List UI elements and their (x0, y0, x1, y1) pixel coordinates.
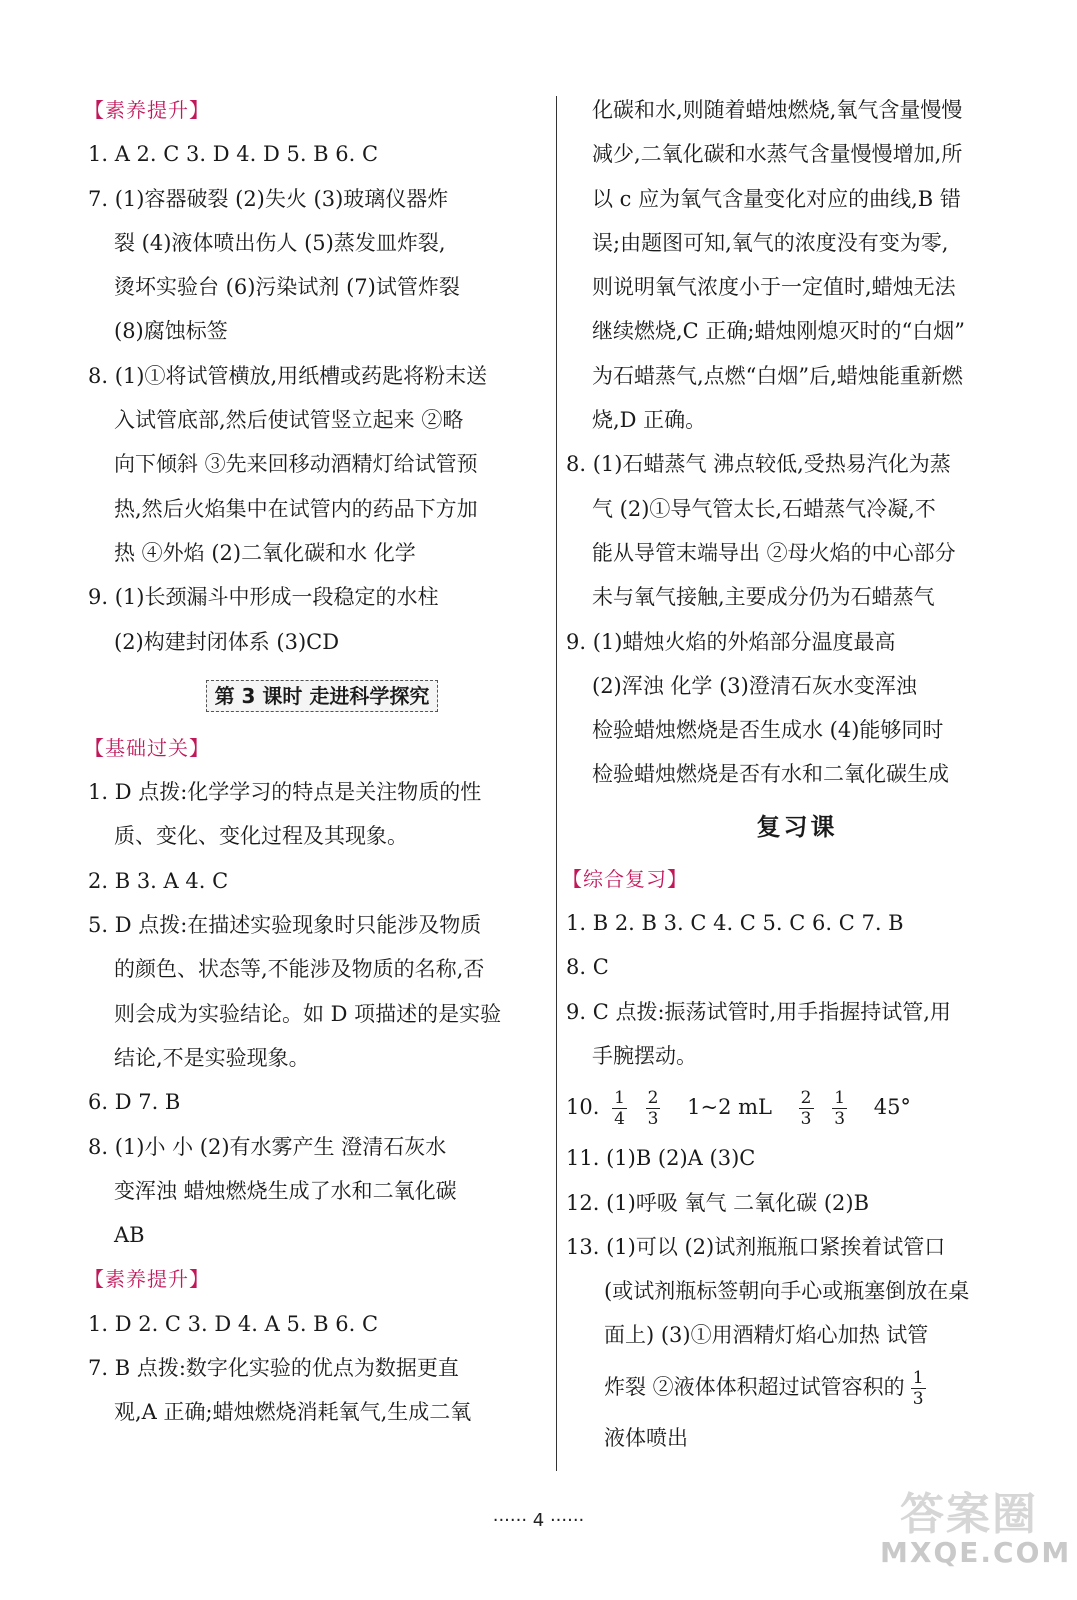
answer-line: 变浑浊 蜡烛燃烧生成了水和二氧化碳 (114, 1178, 457, 1203)
fraction: $\frac{1}{4}$ (614, 1088, 625, 1130)
answer-line: 7. (1)容器破裂 (2)失火 (3)玻璃仪器炸 (88, 186, 449, 211)
answer-line: 烧,D 正确。 (592, 408, 707, 433)
answer-line: 9. (1)蜡烛火焰的外焰部分温度最高 (566, 629, 896, 654)
answer-line: 1. D 点拨:化学学习的特点是关注物质的性 (88, 780, 482, 805)
fraction: $\frac{2}{3}$ (647, 1088, 659, 1130)
watermark-text-top: 答案圈 (900, 1489, 1038, 1540)
answer-line-q10 (566, 1078, 1028, 1136)
answer-line: (2)构建封闭体系 (3)CD (114, 629, 340, 654)
answer-line: 热 ④外焰 (2)二氧化碳和水 化学 (114, 540, 416, 565)
fraction: $\frac{2}{3}$ (800, 1088, 812, 1130)
answer-line: 化碳和水,则随着蜡烛燃烧,氧气含量慢慢 (592, 98, 963, 122)
answer-line: 8. (1)石蜡蒸气 沸点较低,受热易汽化为蒸 (566, 452, 951, 477)
answer-line: 继续燃烧,C 正确;蜡烛刚熄灭时的“白烟” (592, 319, 965, 344)
answer-line: 向下倾斜 ③先来回移动酒精灯给试管预 (114, 452, 478, 477)
answer-line: 以 c 应为氧气含量变化对应的曲线,B 错 (592, 186, 961, 211)
section-heading: 【基础过关】 (84, 735, 210, 760)
page-number: ······ 4 ······ (492, 1510, 585, 1531)
watermark-text-bottom: MXQE.COM (880, 1536, 1072, 1569)
answer-line: AB (114, 1223, 145, 1248)
answer-line: 8. (1)①将试管横放,用纸槽或药匙将粉末送 (88, 363, 488, 388)
answer-line: 热,然后火焰集中在试管内的药品下方加 (114, 496, 478, 521)
answer-line: 检验蜡烛燃烧是否生成水 (4)能够同时 (592, 718, 944, 743)
right-column (562, 88, 1028, 1460)
answer-line: 误;由题图可知,氧气的浓度没有变为零, (592, 230, 949, 255)
answer-line: 则说明氧气浓度小于一定值时,蜡烛无法 (592, 275, 956, 300)
answer-line: 能从导管末端导出 ②母火焰的中心部分 (592, 540, 956, 565)
fraction: $\frac{1}{3}$ (912, 1367, 924, 1409)
answer-line: 液体喷出 (604, 1425, 688, 1450)
answer-line: 手腕摆动。 (592, 1043, 697, 1068)
answer-line: 12. (1)呼吸 氧气 二氧化碳 (2)B (566, 1190, 870, 1215)
answer-line: 质、变化、变化过程及其现象。 (114, 824, 408, 849)
answer-line: 9. C 点拨:振荡试管时,用手指握持试管,用 (566, 999, 951, 1024)
watermark-logo (870, 1478, 1072, 1588)
answer-line: 7. B 点拨:数字化实验的优点为数据更直 (88, 1356, 459, 1381)
left-column (84, 88, 556, 1435)
section-heading: 【素养提升】 (84, 1267, 210, 1292)
review-title: 复习课 (756, 811, 838, 841)
answer-line: 气 (2)①导气管太长,石蜡蒸气冷凝,不 (592, 496, 936, 521)
answer-line: 为石蜡蒸气,点燃“白烟”后,蜡烛能重新燃 (592, 363, 963, 388)
answer-line: 6. D 7. B (88, 1090, 181, 1115)
answer-line: 检验蜡烛燃烧是否有水和二氧化碳生成 (592, 762, 949, 787)
question-number: 10. (566, 1095, 600, 1120)
answer-line: 结论,不是实验现象。 (114, 1045, 310, 1070)
answer-line: (8)腐蚀标签 (114, 319, 228, 344)
answer-text: 1~2 mL (687, 1095, 772, 1120)
answer-text: 45° (873, 1095, 911, 1120)
answer-line (566, 1358, 1028, 1416)
answer-line: 则会成为实验结论。如 D 项描述的是实验 (114, 1001, 502, 1026)
answer-line: 1. B 2. B 3. C 4. C 5. C 6. C 7. B (566, 911, 904, 936)
section-heading: 【综合复习】 (562, 866, 688, 891)
answer-line: 1. A 2. C 3. D 4. D 5. B 6. C (88, 142, 379, 167)
fraction: $\frac{1}{3}$ (834, 1088, 846, 1130)
answer-line: 9. (1)长颈漏斗中形成一段稳定的水柱 (88, 585, 439, 610)
answer-line: (2)浑浊 化学 (3)澄清石灰水变浑浊 (592, 673, 917, 698)
answer-line: 2. B 3. A 4. C (88, 868, 229, 893)
column-divider (556, 96, 557, 1471)
lesson-title: 第 3 课时 走进科学探究 (206, 680, 439, 712)
answer-text: 炸裂 ②液体体积超过试管容积的 (604, 1374, 905, 1399)
answer-line: 裂 (4)液体喷出伤人 (5)蒸发皿炸裂, (114, 230, 446, 255)
answer-line: 烫坏实验台 (6)污染试剂 (7)试管炸裂 (114, 275, 460, 300)
answer-line: 的颜色、状态等,不能涉及物质的名称,否 (114, 957, 485, 982)
answer-line: 入试管底部,然后使试管竖立起来 ②略 (114, 408, 464, 433)
answer-line: 减少,二氧化碳和水蒸气含量慢慢增加,所 (592, 142, 963, 167)
answer-line: 5. D 点拨:在描述实验现象时只能涉及物质 (88, 913, 482, 938)
section-heading: 【素养提升】 (84, 98, 210, 122)
answer-line: 1. D 2. C 3. D 4. A 5. B 6. C (88, 1311, 379, 1336)
answer-line: 8. (1)小 小 (2)有水雾产生 澄清石灰水 (88, 1134, 447, 1159)
answer-line: 未与氧气接触,主要成分仍为石蜡蒸气 (592, 585, 935, 610)
answer-line: 8. C (566, 955, 609, 980)
answer-line: 观,A 正确;蜡烛燃烧消耗氧气,生成二氧 (114, 1400, 472, 1425)
answer-line: 13. (1)可以 (2)试剂瓶瓶口紧挨着试管口 (566, 1234, 946, 1259)
answer-line: (或试剂瓶标签朝向手心或瓶塞倒放在桌 (604, 1279, 970, 1304)
answer-line: 面上) (3)①用酒精灯焰心加热 试管 (604, 1323, 929, 1348)
answer-line: 11. (1)B (2)A (3)C (566, 1146, 756, 1171)
